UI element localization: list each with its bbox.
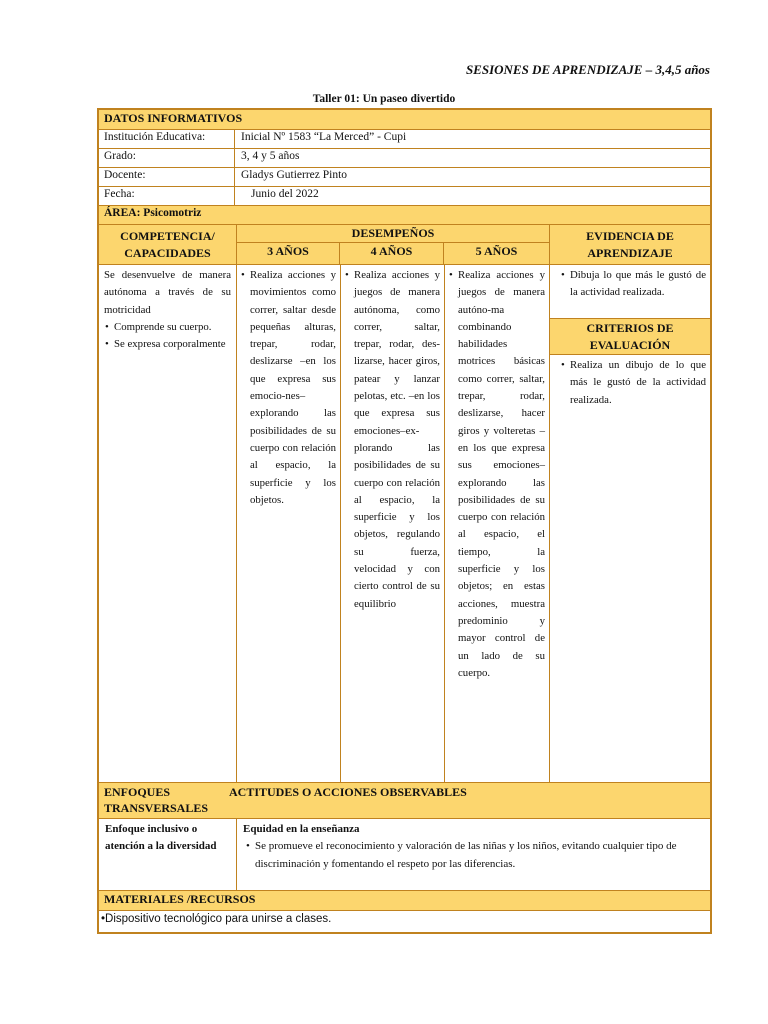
grado-value: 3, 4 y 5 años <box>241 150 300 162</box>
enfoques-header-row <box>99 783 710 819</box>
criterios-block <box>550 355 710 409</box>
datos-informativos-heading: DATOS INFORMATIVOS <box>99 110 710 130</box>
desempeno-5-cell <box>445 265 550 782</box>
capacidad-item: • Se expresa corporalmente <box>114 336 231 353</box>
competencias-body-row <box>99 265 710 783</box>
docente-value: Gladys Gutierrez Pinto <box>241 169 348 181</box>
evidencia-header: EVIDENCIA DE APRENDIZAJE <box>586 229 674 260</box>
desempeno-4-text: • Realiza acciones y juegos de manera autónoma, como correr, saltar, trepar, rodar, des-lizarse, hacer giros, patear y lanzar pelotas, etc. –en los que expresa sus emociones–ex-plorando las posibilidades de su cuerpo con relación al espacio, la superficie y los objetos, regulando su fuerza, velocidad y con cierto control de su equilibrio <box>354 267 440 613</box>
institucion-value: Inicial Nº 1583 “La Merced” - Cupi <box>241 131 407 143</box>
evidencia-cell <box>550 265 710 782</box>
taller-title: Taller 01: Un paseo divertido <box>312 93 456 105</box>
document-title: SESIONES DE APRENDIZAJE – 3,4,5 años <box>465 62 710 77</box>
info-row-docente <box>99 168 710 187</box>
desempeno-5-text: • Realiza acciones y juegos de manera autóno-ma combinando habilidades motrices básicas como correr, saltar, trepar, rodar, deslizarse, hacer giros y volteretas –en los que expresa sus emociones–explorando las posibilidades de su cuerpo con relación al espacio, el tiempo, la superficie y los objetos; en estas acciones, muestra predominio y mayor control de un lado de su cuerpo. <box>458 267 545 682</box>
enfoques-header: ENFOQUES TRANSVERSALES <box>104 785 209 815</box>
criterios-text: • Realiza un dibujo de lo que más le gustó de la actividad realizada. <box>570 357 706 409</box>
actitudes-header: ACTITUDES O ACCIONES OBSERVABLES <box>229 785 467 799</box>
session-table <box>97 108 712 934</box>
bullet-icon: • <box>101 913 106 925</box>
grado-label: Grado: <box>99 149 235 167</box>
desempeno-4-cell <box>341 265 445 782</box>
desempenos-header: DESEMPEÑOS <box>237 225 549 243</box>
desempenos-header-group <box>237 225 550 264</box>
enfoques-body-row <box>99 819 710 891</box>
info-row-institucion <box>99 130 710 149</box>
area-heading: ÁREA: Psicomotriz <box>99 206 710 225</box>
competencia-text: Se desenvuelve de manera autónoma a través de su motricidad <box>104 269 231 316</box>
competencias-header-row <box>99 225 710 265</box>
competencia-cell <box>99 265 237 782</box>
capacidades-list <box>104 319 231 354</box>
fecha-value: Junio del 2022 <box>251 188 319 200</box>
evidencia-text: • Dibuja lo que más le gustó de la actividad realizada. <box>570 267 706 302</box>
competencia-header: COMPETENCIA/ CAPACIDADES <box>99 225 237 264</box>
docente-label: Docente: <box>99 168 235 186</box>
age-5-header: 5 AÑOS <box>475 244 518 258</box>
actitudes-cell <box>237 819 710 890</box>
age-3-header: 3 AÑOS <box>237 243 340 264</box>
institucion-label: Institución Educativa: <box>99 130 235 148</box>
info-row-fecha <box>99 187 710 206</box>
material-item: Dispositivo tecnológico para unirse a clases. <box>105 913 332 925</box>
materiales-heading: MATERIALES /RECURSOS <box>99 891 710 911</box>
materiales-row <box>99 911 710 932</box>
fecha-label: Fecha: <box>99 187 235 205</box>
info-row-grado <box>99 149 710 168</box>
desempeno-3-cell <box>237 265 341 782</box>
age-4-header: 4 AÑOS <box>340 243 444 264</box>
desempeno-3-text: • Realiza acciones y movimientos como correr, saltar desde pequeñas alturas, trepar, rodar, deslizarse –en los que expresa sus emocio-nes–explorando las posibilidades de su cuerpo con relación al espacio, la superficie y los objetos. <box>250 267 336 509</box>
enfoque-cell: Enfoque inclusivo o atención a la diversidad <box>99 819 237 890</box>
accion-text: • Se promueve el reconocimiento y valoración de las niñas y los niños, evitando cualquier tipo de discriminación y fomentando el respeto por las diferencias. <box>255 838 704 873</box>
equidad-heading: Equidad en la enseñanza <box>243 823 360 835</box>
evidencia-block <box>550 265 710 319</box>
criterios-header: CRITERIOS DE EVALUACIÓN <box>550 319 710 355</box>
capacidad-item: • Comprende su cuerpo. <box>114 319 231 336</box>
